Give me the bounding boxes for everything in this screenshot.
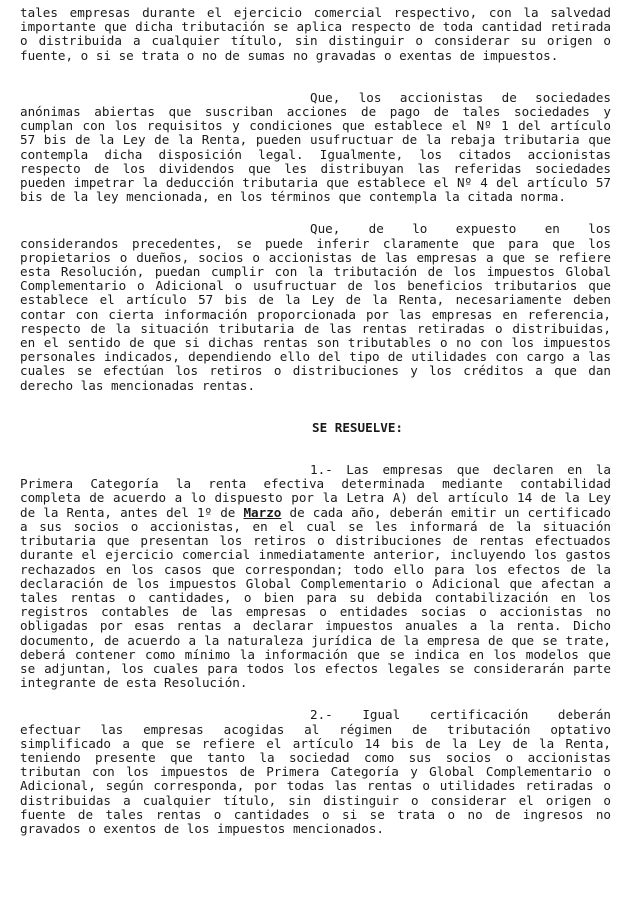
section-heading: SE RESUELVE: (312, 419, 403, 435)
paragraph-2: Que, los accionistas de sociedades anónimas abiertas que suscriban acciones de pago de tales sociedades y cumplan con los requisitos y condiciones que establece el Nº 1 del artículo 57 bis de la Ley de la Renta, pueden usufructuar de la rebaja tributaria que contempla dicha disposición legal. Igualmente, los citados accionistas respecto de los dividendos que les distribuyan las referidas sociedades pueden impetrar la deducción tributaria que establece el Nº 4 del artículo 57 bis de la ley mencionada, en los términos que contempla la citada norma. (20, 89, 611, 205)
spacer (20, 393, 611, 421)
spacer (20, 63, 611, 91)
spacer (20, 690, 611, 708)
spacer (20, 435, 611, 463)
paragraph-5: 2.- Igual certificación deberán efectuar las empresas acogidas al régimen de tributación optativo simplificado a que se refiere el artículo 14 bis de la Ley de la Renta, teniendo presente que tanto la sociedad como sus socios o accionistas tributan con los impuestos de Primera Categoría y Global Complementario o Adicional, según corresponda, por todas las rentas o utilidades retiradas o distribuidas a cualquier título, sin distinguir o considerar el origen o fuente de tales rentas o cantidades o si se trata o no de ingresos no gravados o exentos de los impuestos mencionados. (20, 707, 611, 836)
underlined-month: Marzo (243, 504, 282, 520)
paragraph-4-text-a: 1.- Las empresas que declaren en la Primera Categoría la renta efectiva determinada mediante contabilidad completa de acuerdo a lo dispuesto por la Letra A) del artículo 14 de la Ley de la Renta, antes del 1º de (20, 462, 611, 520)
paragraph-4-text-b: de cada año, deberán emitir un certificado a sus socios o accionistas, en el cual se les informará de la situación tributaria que presentan los retiros o distribuciones de rentas efectuados durante el ejercicio comercial inmediatamente anterior, incluyendo los gastos rechazados en los casos que correspondan; todo ello para los efectos de la declaración de los impuestos Global Complementario o Adicional que afectan a tales rentas o cantidades, o bien para su debida contabilización en los registros contables de las empresas o entidades socias o accionistas no obligadas por esas rentas a declarar impuestos anuales a la renta. Dicho documento, de acuerdo a la naturaleza jurídica de la empresa de que se trate, deberá contener como mínimo la información que se indica en los modelos que se adjuntan, los cuales para todos los efectos legales se considerarán parte integrante de esta Resolución. (20, 504, 611, 691)
paragraph-4 (20, 463, 611, 690)
paragraph-3: Que, de lo expuesto en los considerandos precedentes, se puede inferir claramente que para que los propietarios o dueños, socios o accionistas de las empresas a que se refiere esta Resolución, puedan cumplir con la tributación de los impuestos Global Complementario o Adicional o usufructuar de los beneficios tributarios que establece el artículo 57 bis de la Ley de la Renta, necesariamente deben contar con cierta información proporcionada por las empresas en referencia, respecto de la situación tributaria de las rentas retiradas o distribuidas, en el sentido de que si dichas rentas son tributables o no con los impuestos personales indicados, dependiendo ello del tipo de utilidades con cargo a las cuales se efectúan los retiros o distribuciones y los créditos a que dan derecho las mencionadas rentas. (20, 221, 611, 393)
spacer (20, 204, 611, 222)
paragraph-1: tales empresas durante el ejercicio comercial respectivo, con la salvedad importante que dicha tributación se aplica respecto de toda cantidad retirada o distribuida a cualquier título, sin distinguir o considerar su origen o fuente, o si se trata o no de sumas no gravadas o exentas de impuestos. (20, 5, 611, 63)
